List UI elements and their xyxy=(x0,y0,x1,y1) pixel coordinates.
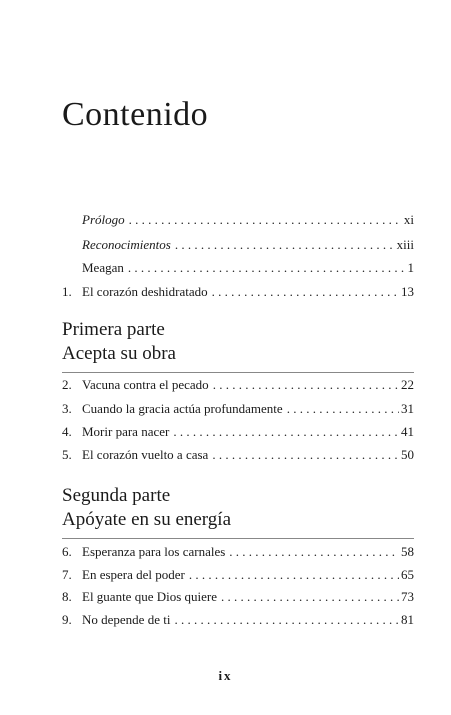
toc-entry-page: 1 xyxy=(407,260,414,275)
toc-entry-chapter-9 xyxy=(62,612,414,628)
toc-entry-page: 58 xyxy=(401,544,414,559)
toc-entry-page: 81 xyxy=(401,612,414,627)
part-2-title: Apóyate en su energía xyxy=(62,509,232,530)
toc-entry-page: 41 xyxy=(401,424,414,439)
toc-entry-label: Esperanza para los carnales xyxy=(82,544,226,559)
toc-entry-number: 6. xyxy=(62,544,72,559)
toc-entry-label: Cuando la gracia actúa profundamente xyxy=(82,401,283,416)
toc-entry-label: Morir para nacer xyxy=(82,424,170,439)
page-title: Contenido xyxy=(62,96,209,133)
toc-entry-label: No depende de ti xyxy=(82,612,171,627)
toc-entry-number: 4. xyxy=(62,424,72,439)
part-1-divider xyxy=(62,372,414,373)
toc-entry-number: 3. xyxy=(62,401,72,416)
toc-entry-page: 22 xyxy=(401,377,414,392)
toc-entry-number: 7. xyxy=(62,567,72,582)
toc-entry-label: En espera del poder xyxy=(82,567,185,582)
toc-entry-meagan xyxy=(62,260,414,276)
toc-entry-label: El guante que Dios quiere xyxy=(82,589,218,604)
toc-entry-number: 8. xyxy=(62,589,72,604)
toc-entry-number: 9. xyxy=(62,612,72,627)
leader-dots xyxy=(212,447,399,463)
toc-entry-label: Meagan xyxy=(82,260,124,275)
leader-dots xyxy=(173,424,399,440)
toc-entry-number: 2. xyxy=(62,377,72,392)
toc-entry-label: Prólogo xyxy=(82,212,125,227)
toc-entry-chapter-6 xyxy=(62,544,414,560)
leader-dots xyxy=(129,212,402,228)
toc-entry-chapter-4 xyxy=(62,424,414,440)
toc-entry-chapter-7 xyxy=(62,567,414,583)
part-2-label: Segunda parte xyxy=(62,485,171,506)
leader-dots xyxy=(175,237,395,253)
toc-entry-label: Vacuna contra el pecado xyxy=(82,377,209,392)
leader-dots xyxy=(229,544,399,560)
leader-dots xyxy=(213,377,399,393)
leader-dots xyxy=(174,612,399,628)
part-2-heading xyxy=(62,484,231,532)
page-folio: ix xyxy=(218,668,233,683)
part-1-label: Primera parte xyxy=(62,319,165,340)
toc-entry-page: 65 xyxy=(401,567,414,582)
toc-entry-page: xi xyxy=(403,212,414,227)
leader-dots xyxy=(128,260,406,276)
leader-dots xyxy=(287,401,399,417)
toc-entry-chapter-5 xyxy=(62,447,414,463)
part-1-heading xyxy=(62,318,176,366)
toc-entry-label: El corazón deshidratado xyxy=(82,284,208,299)
toc-entry-chapter-8 xyxy=(62,589,414,605)
toc-entry-chapter-1 xyxy=(62,284,414,300)
toc-entry-chapter-2 xyxy=(62,377,414,393)
toc-entry-page: xiii xyxy=(396,237,414,252)
toc-entry-page: 50 xyxy=(401,447,414,462)
toc-entry-label: Reconocimientos xyxy=(82,237,171,252)
toc-entry-label: El corazón vuelto a casa xyxy=(82,447,209,462)
toc-entry-prologo xyxy=(62,212,414,228)
toc-entry-page: 31 xyxy=(401,401,414,416)
leader-dots xyxy=(212,284,399,300)
leader-dots xyxy=(221,589,399,605)
toc-entry-chapter-3 xyxy=(62,401,414,417)
toc-entry-page: 73 xyxy=(401,589,414,604)
part-1-title: Acepta su obra xyxy=(62,343,176,364)
leader-dots xyxy=(189,567,399,583)
part-2-divider xyxy=(62,538,414,539)
toc-entry-number: 1. xyxy=(62,284,72,299)
toc-entry-number: 5. xyxy=(62,447,72,462)
toc-entry-reconocimientos xyxy=(62,237,414,253)
toc-entry-page: 13 xyxy=(401,284,414,299)
